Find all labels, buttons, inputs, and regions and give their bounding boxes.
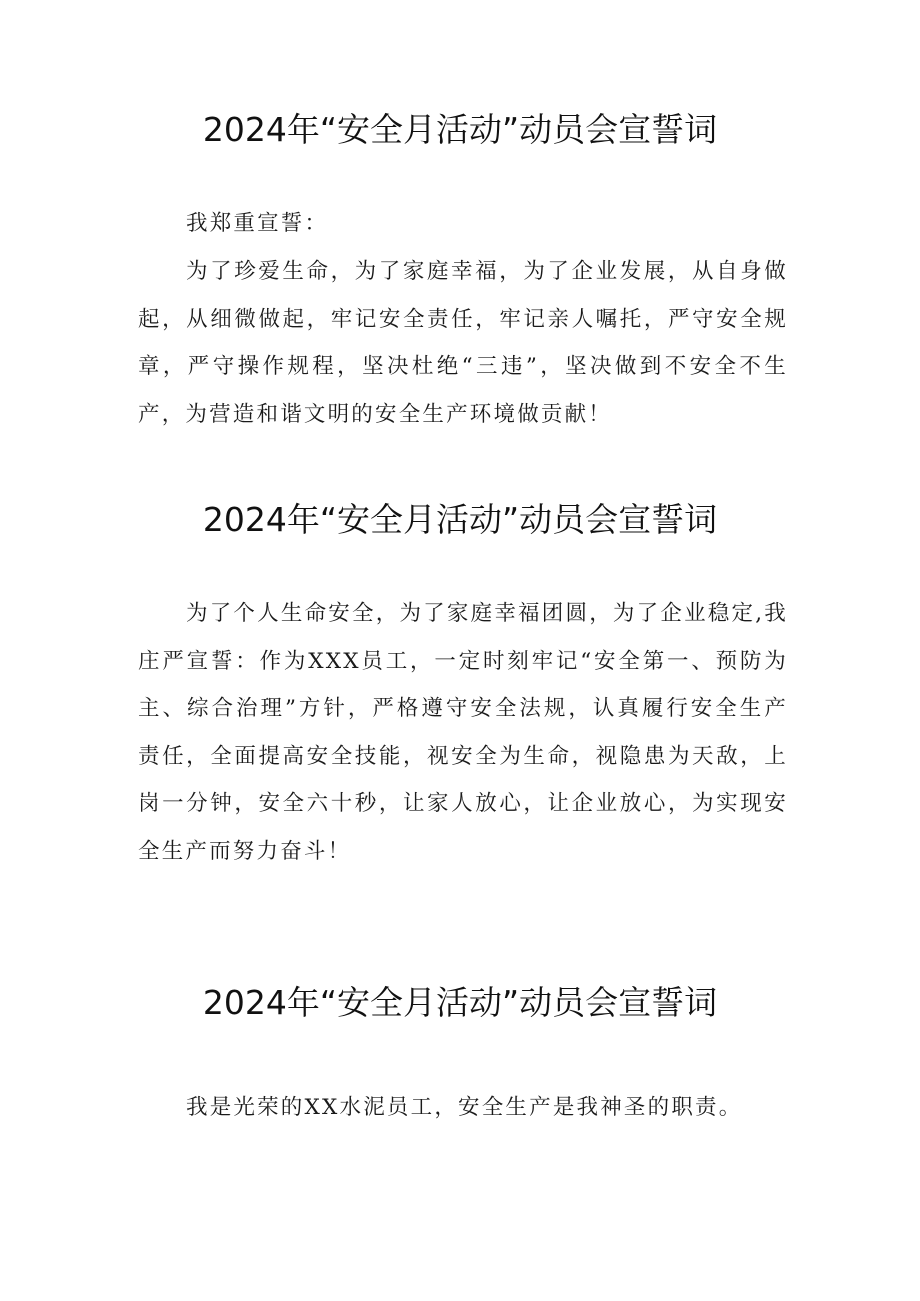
section-1-title: 2024年“安全月活动”动员会宣誓词 — [202, 110, 718, 149]
section-1-paragraph-2: 为了珍爱生命，为了家庭幸福，为了企业发展，从自身做起，从细微做起，牢记安全责任，牢记亲人嘱托，严守安全规章，严守操作规程，坚决杜绝“三违”，坚决做到不安全不生产，为营造和谐文明的安全生产环境做贡献！ — [138, 259, 788, 427]
section-1-paragraph-1: 我郑重宣誓： — [186, 211, 329, 236]
section-2-title: 2024年“安全月活动”动员会宣誓词 — [202, 500, 718, 539]
section-3-paragraph-1: 我是光荣的XX水泥员工，安全生产是我神圣的职责。 — [186, 1095, 743, 1120]
section-2-paragraph-1: 为了个人生命安全，为了家庭幸福团圆，为了企业稳定,我庄严宣誓：作为XXX员工，一定时刻牢记“安全第一、预防为主、综合治理”方针，严格遵守安全法规，认真履行安全生产责任，全面提高安全技能，视安全为生命，视隐患为天敌，上岗一分钟，安全六十秒，让家人放心，让企业放心，为实现安全生产而努力奋斗！ — [138, 601, 788, 864]
section-3-title: 2024年“安全月活动”动员会宣誓词 — [202, 983, 718, 1022]
